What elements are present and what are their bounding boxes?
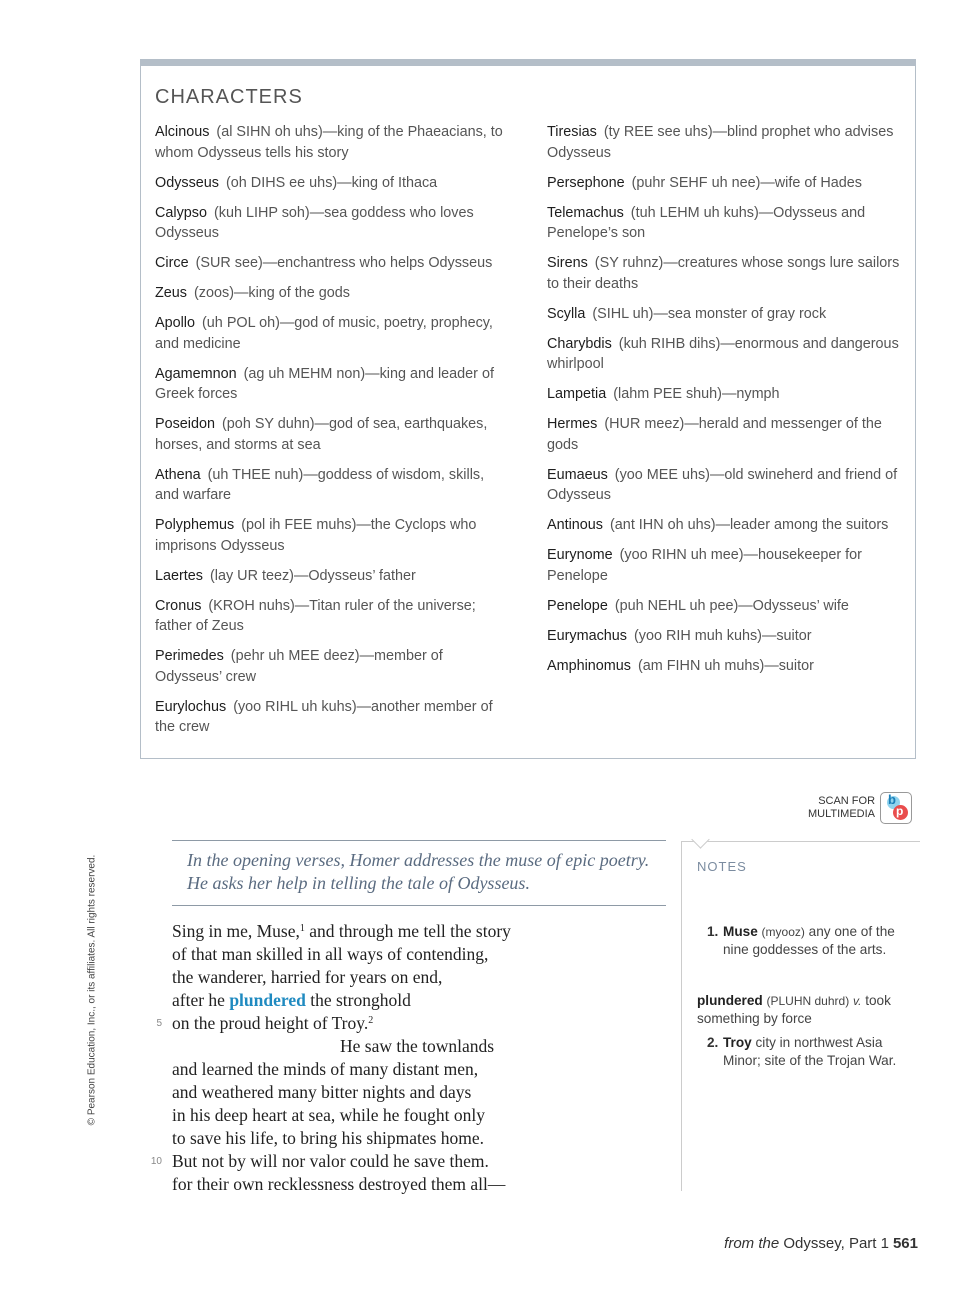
character-description: (HUR meez)—herald and messenger of the gods (547, 416, 882, 453)
character-description: (uh POL oh)—god of music, poetry, prophecy, and medicine (155, 315, 493, 352)
character-name: Charybdis (547, 335, 612, 352)
character-name: Polyphemus (155, 517, 235, 533)
character-name: Eurymachus (547, 627, 627, 644)
character-entry (155, 122, 510, 163)
p-glyph: p (896, 804, 904, 818)
line-number: 10 (150, 1156, 162, 1167)
character-description: (SUR see)—enchantress who helps Odysseus (195, 255, 493, 271)
character-entry (155, 364, 510, 405)
vocab-word-plundered[interactable]: plundered (229, 990, 306, 1010)
character-description: (kuh LIHP soh)—sea goddess who loves Odysseus (155, 204, 474, 241)
notes-title: NOTES (697, 859, 747, 874)
vocab-note-plundered: plundered (PLUHN duhrd) v. took something by force (697, 993, 891, 1026)
character-name: Lampetia (547, 386, 607, 402)
character-entry (155, 596, 510, 637)
character-entry (155, 283, 510, 304)
line-number: 5 (156, 1018, 162, 1029)
characters-right-column (547, 122, 902, 686)
poem-line: 5 on the proud height of Troy.$^2$ (172, 1012, 652, 1035)
character-description: (zoos)—king of the gods (194, 285, 350, 301)
character-description: (SIHL uh)—sea monster of gray rock (592, 305, 827, 322)
character-name: Calypso (155, 204, 207, 221)
poem (150, 920, 652, 1196)
character-name: Apollo (155, 315, 196, 331)
character-name: Eumaeus (547, 466, 608, 483)
character-description: (SY ruhnz)—creatures whose songs lure sailors to their deaths (547, 255, 900, 292)
character-description: (lay UR teez)—Odysseus’ father (210, 567, 416, 584)
notes-column (681, 841, 920, 1191)
poem-line: and learned the minds of many distant men, (172, 1059, 479, 1079)
character-name: Athena (155, 466, 201, 483)
characters-box (140, 59, 916, 759)
poem-line: 10 But not by will nor valor could he save them. (172, 1150, 652, 1173)
character-entry (155, 313, 510, 354)
poem-line: in his deep heart at sea, while he fought only (172, 1105, 485, 1125)
character-entry (547, 656, 902, 677)
character-entry (547, 596, 902, 617)
footnote-ref[interactable]: 1 (299, 923, 305, 934)
scan-for-multimedia[interactable] (808, 792, 912, 824)
character-name: Penelope (547, 597, 608, 614)
character-entry (547, 414, 902, 455)
character-name: Amphinomus (547, 657, 631, 674)
scan-label: SCAN FOR MULTIMEDIA (808, 795, 876, 820)
poem-line: Sing in me, Muse,$^1$ and through me tell the story (172, 921, 511, 941)
character-description: (al SIHN oh uhs)—king of the Phaeacians, to whom Odysseus tells his story (155, 124, 503, 161)
character-description: (ag uh MEHM non)—king and leader of Greek forces (155, 365, 494, 402)
notes-divider (682, 841, 920, 842)
footnote-2: 2. Troy city in northwest Asia Minor; site of the Trojan War. (707, 1035, 897, 1068)
poem-line: after he plundered the stronghold (172, 990, 411, 1010)
character-description: (oh DIHS ee uhs)—king of Ithaca (226, 174, 438, 191)
character-entry (547, 515, 902, 536)
character-description: (pol ih FEE muhs)—the Cyclops who imprisons Odysseus (155, 517, 477, 554)
footnote-1: 1. Muse (myooz) any one of the nine goddesses of the arts. (707, 924, 895, 957)
character-name: Zeus (155, 285, 187, 301)
character-name: Telemachus (547, 204, 624, 221)
character-entry (547, 465, 902, 506)
character-name: Perimedes (155, 648, 224, 664)
character-entry (155, 646, 510, 687)
character-name: Cronus (155, 597, 202, 614)
character-entry (155, 566, 510, 587)
character-description: (lahm PEE shuh)—nymph (613, 386, 780, 402)
character-name: Scylla (547, 305, 586, 322)
character-entry (155, 465, 510, 506)
character-name: Odysseus (155, 174, 219, 191)
page-number: 561 (892, 1235, 918, 1252)
character-entry (547, 253, 902, 294)
character-entry (547, 545, 902, 586)
character-name: Circe (155, 255, 189, 271)
character-entry (155, 515, 510, 556)
footnote-ref[interactable]: 2 (368, 1015, 374, 1026)
poem-line: the wanderer, harried for years on end, (172, 967, 443, 987)
poem-line: He saw the townlands (340, 1036, 495, 1056)
page-footer: from the Odyssey, Part 1 561 (724, 1235, 918, 1252)
character-description: (poh SY duhn)—god of sea, earthquakes, horses, and storms at sea (155, 416, 488, 453)
character-name: Tiresias (547, 124, 597, 140)
character-entry (547, 304, 902, 325)
character-name: Alcinous (155, 124, 210, 140)
character-entry (547, 384, 902, 405)
character-entry (155, 173, 510, 194)
poem-line: and weathered many bitter nights and days (172, 1082, 472, 1102)
poem-line: to save his life, to bring his shipmates home. (172, 1128, 485, 1148)
character-description: (yoo MEE uhs)—old swineherd and friend of Odysseus (547, 466, 898, 503)
poem-line: for their own recklessness destroyed them all— (172, 1174, 506, 1194)
characters-left-column (155, 122, 510, 747)
character-description: (pehr uh MEE deez)—member of Odysseus’ crew (155, 648, 443, 685)
character-name: Hermes (547, 416, 598, 432)
character-description: (puh NEHL uh pee)—Odysseus’ wife (614, 597, 849, 614)
character-description: (uh THEE nuh)—goddess of wisdom, skills, and warfare (155, 466, 485, 503)
character-description: (ant IHN oh uhs)—leader among the suitors (610, 517, 889, 533)
character-description: (yoo RIH muh kuhs)—suitor (633, 627, 812, 644)
character-entry (547, 334, 902, 375)
character-name: Laertes (155, 567, 203, 584)
character-name: Eurynome (547, 547, 613, 563)
character-entry (547, 203, 902, 244)
character-name: Antinous (547, 517, 604, 533)
character-description: (tuh LEHM uh kuhs)—Odysseus and Penelope’s son (547, 204, 866, 241)
b-glyph: b (888, 792, 896, 807)
multimedia-icon[interactable] (880, 792, 912, 824)
character-description: (KROH nuhs)—Titan ruler of the universe; father of Zeus (155, 597, 476, 634)
character-description: (yoo RIHL uh kuhs)—another member of the crew (155, 698, 493, 735)
character-entry (547, 626, 902, 647)
character-name: Eurylochus (155, 698, 227, 715)
character-entry (155, 697, 510, 738)
character-name: Persephone (547, 174, 625, 191)
character-name: Sirens (547, 255, 588, 271)
character-entry (155, 253, 510, 274)
character-description: (yoo RIHN uh mee)—housekeeper for Penelope (547, 547, 862, 584)
characters-title: CHARACTERS (155, 86, 303, 108)
character-name: Agamemnon (155, 365, 237, 382)
character-description: (kuh RIHB dihs)—enormous and dangerous whirlpool (547, 335, 899, 372)
character-entry (155, 203, 510, 244)
intro-text: In the opening verses, Homer addresses the muse of epic poetry. He asks her help in telling the tale of Odysseus. (172, 840, 666, 906)
notes-notch-icon (691, 830, 709, 848)
character-description: (ty REE see uhs)—blind prophet who advises Odysseus (547, 124, 894, 161)
character-name: Poseidon (155, 416, 216, 432)
character-entry (547, 122, 902, 163)
character-description: (puhr SEHF uh nee)—wife of Hades (631, 174, 862, 191)
character-entry (155, 414, 510, 455)
character-description: (am FIHN uh muhs)—suitor (637, 657, 814, 674)
poem-line: of that man skilled in all ways of contending, (172, 944, 489, 964)
character-entry (547, 173, 902, 194)
